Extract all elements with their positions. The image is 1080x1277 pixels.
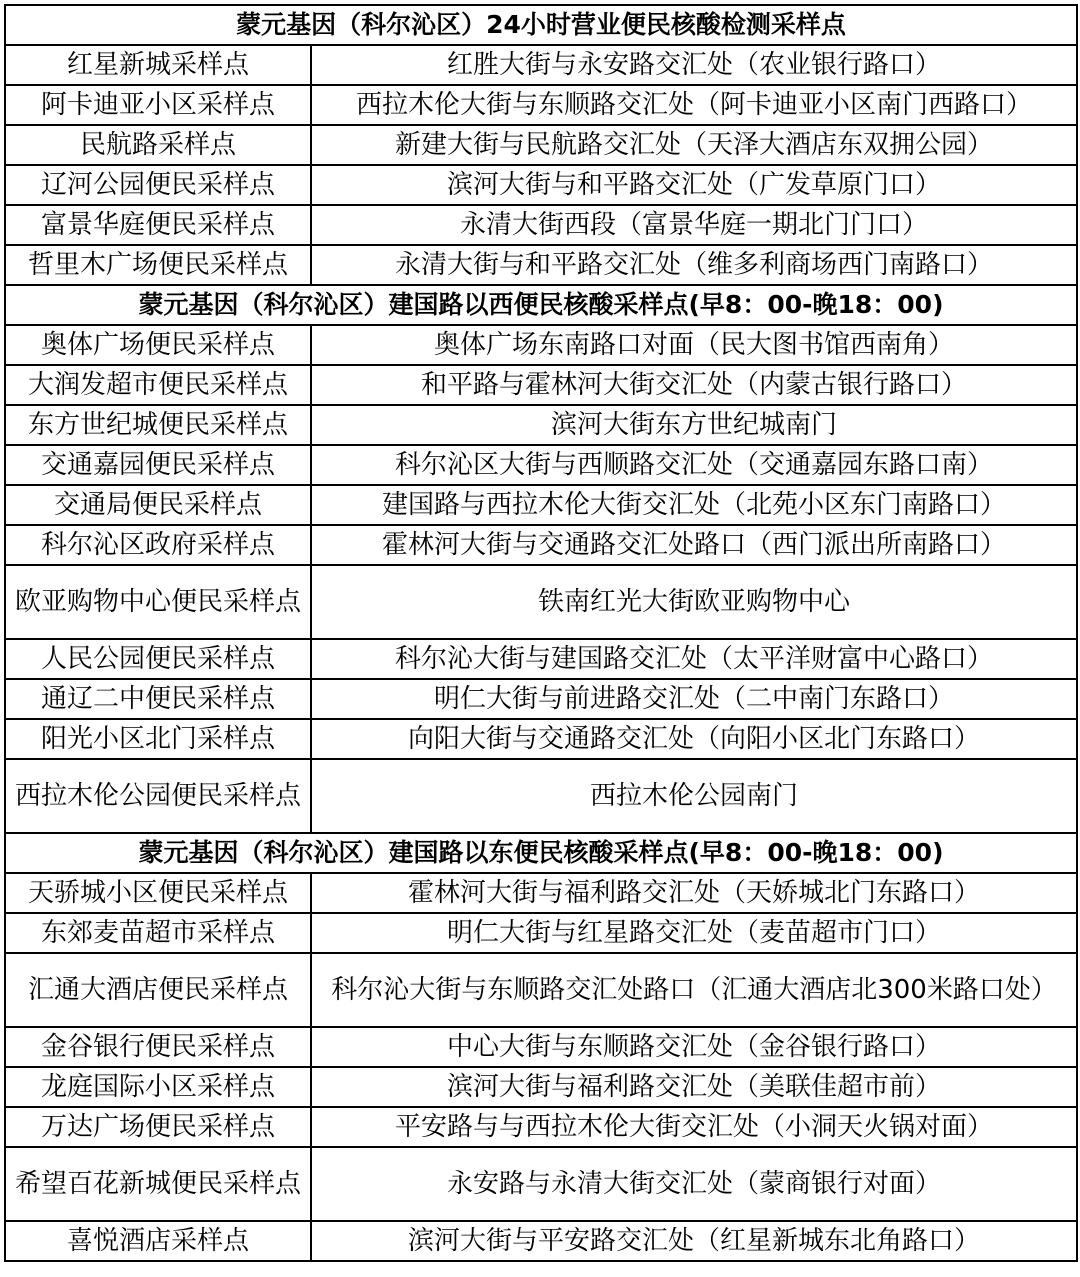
table-row bbox=[5, 125, 1077, 165]
sampling-point-name: 人民公园便民采样点 bbox=[5, 639, 311, 679]
section-header-row bbox=[5, 833, 1077, 873]
sampling-point-address: 滨河大街与平安路交汇处（红星新城东北角路口） bbox=[311, 1221, 1077, 1261]
sampling-point-address: 滨河大街与和平路交汇处（广发草原门口） bbox=[311, 165, 1077, 205]
sampling-point-name: 金谷银行便民采样点 bbox=[5, 1027, 311, 1067]
sampling-point-address: 建国路与西拉木伦大街交汇处（北苑小区东门南路口） bbox=[311, 485, 1077, 525]
section-header: 蒙元基因（科尔沁区）建国路以东便民核酸采样点(早8：00-晚18：00) bbox=[5, 833, 1077, 873]
table-body bbox=[5, 5, 1077, 1261]
sampling-point-address: 明仁大街与红星路交汇处（麦苗超市门口） bbox=[311, 913, 1077, 953]
sampling-point-address: 滨河大街东方世纪城南门 bbox=[311, 405, 1077, 445]
table-row bbox=[5, 245, 1077, 285]
sampling-point-name: 民航路采样点 bbox=[5, 125, 311, 165]
sampling-point-name: 天骄城小区便民采样点 bbox=[5, 873, 311, 913]
table-row bbox=[5, 485, 1077, 525]
table-row bbox=[5, 365, 1077, 405]
table-row bbox=[5, 325, 1077, 365]
sampling-points-table bbox=[4, 4, 1078, 1262]
table-row bbox=[5, 525, 1077, 565]
sampling-point-name: 奥体广场便民采样点 bbox=[5, 325, 311, 365]
sampling-point-address: 向阳大街与交通路交汇处（向阳小区北门东路口） bbox=[311, 719, 1077, 759]
table-row bbox=[5, 873, 1077, 913]
table-row bbox=[5, 1147, 1077, 1221]
sampling-point-address: 西拉木伦公园南门 bbox=[311, 759, 1077, 833]
sampling-point-address: 科尔沁区大街与西顺路交汇处（交通嘉园东路口南） bbox=[311, 445, 1077, 485]
table-row bbox=[5, 679, 1077, 719]
sampling-point-name: 汇通大酒店便民采样点 bbox=[5, 953, 311, 1027]
sampling-point-name: 东郊麦苗超市采样点 bbox=[5, 913, 311, 953]
sampling-point-address: 和平路与霍林河大街交汇处（内蒙古银行路口） bbox=[311, 365, 1077, 405]
sampling-point-address: 中心大街与东顺路交汇处（金谷银行路口） bbox=[311, 1027, 1077, 1067]
sampling-point-name: 欧亚购物中心便民采样点 bbox=[5, 565, 311, 639]
sampling-point-address: 红胜大街与永安路交汇处（农业银行路口） bbox=[311, 45, 1077, 85]
sampling-point-address: 霍林河大街与福利路交汇处（天娇城北门东路口） bbox=[311, 873, 1077, 913]
sampling-point-name: 大润发超市便民采样点 bbox=[5, 365, 311, 405]
sampling-point-address: 永清大街与和平路交汇处（维多利商场西门南路口） bbox=[311, 245, 1077, 285]
sampling-point-address: 科尔沁大街与东顺路交汇处路口（汇通大酒店北300米路口处） bbox=[311, 953, 1077, 1027]
table-row bbox=[5, 1221, 1077, 1261]
sampling-point-address: 平安路与与西拉木伦大街交汇处（小洞天火锅对面） bbox=[311, 1107, 1077, 1147]
section-header-row bbox=[5, 5, 1077, 45]
section-header: 蒙元基因（科尔沁区）建国路以西便民核酸采样点(早8：00-晚18：00) bbox=[5, 285, 1077, 325]
sampling-point-address: 新建大街与民航路交汇处（天泽大酒店东双拥公园） bbox=[311, 125, 1077, 165]
sampling-point-name: 科尔沁区政府采样点 bbox=[5, 525, 311, 565]
table-row bbox=[5, 1027, 1077, 1067]
table-row bbox=[5, 759, 1077, 833]
table-row bbox=[5, 1067, 1077, 1107]
sampling-point-name: 希望百花新城便民采样点 bbox=[5, 1147, 311, 1221]
table-row bbox=[5, 565, 1077, 639]
table-row bbox=[5, 445, 1077, 485]
section-header-row bbox=[5, 285, 1077, 325]
table-row bbox=[5, 205, 1077, 245]
table-row bbox=[5, 953, 1077, 1027]
sampling-point-name: 哲里木广场便民采样点 bbox=[5, 245, 311, 285]
sampling-point-name: 交通局便民采样点 bbox=[5, 485, 311, 525]
table-row bbox=[5, 405, 1077, 445]
sampling-point-name: 喜悦酒店采样点 bbox=[5, 1221, 311, 1261]
sampling-point-address: 明仁大街与前进路交汇处（二中南门东路口） bbox=[311, 679, 1077, 719]
sampling-point-name: 通辽二中便民采样点 bbox=[5, 679, 311, 719]
sampling-point-name: 红星新城采样点 bbox=[5, 45, 311, 85]
sampling-point-name: 交通嘉园便民采样点 bbox=[5, 445, 311, 485]
sampling-point-address: 滨河大街与福利路交汇处（美联佳超市前） bbox=[311, 1067, 1077, 1107]
sampling-point-name: 西拉木伦公园便民采样点 bbox=[5, 759, 311, 833]
sampling-point-name: 东方世纪城便民采样点 bbox=[5, 405, 311, 445]
table-row bbox=[5, 85, 1077, 125]
table-row bbox=[5, 1107, 1077, 1147]
sampling-point-name: 阳光小区北门采样点 bbox=[5, 719, 311, 759]
sampling-point-address: 铁南红光大街欧亚购物中心 bbox=[311, 565, 1077, 639]
sampling-point-name: 万达广场便民采样点 bbox=[5, 1107, 311, 1147]
sampling-point-name: 富景华庭便民采样点 bbox=[5, 205, 311, 245]
sampling-point-address: 科尔沁大街与建国路交汇处（太平洋财富中心路口） bbox=[311, 639, 1077, 679]
sampling-point-address: 西拉木伦大街与东顺路交汇处（阿卡迪亚小区南门西路口） bbox=[311, 85, 1077, 125]
table-row bbox=[5, 719, 1077, 759]
table-row bbox=[5, 639, 1077, 679]
sampling-point-address: 永清大街西段（富景华庭一期北门门口） bbox=[311, 205, 1077, 245]
sampling-point-name: 阿卡迪亚小区采样点 bbox=[5, 85, 311, 125]
section-header: 蒙元基因（科尔沁区）24小时营业便民核酸检测采样点 bbox=[5, 5, 1077, 45]
table-row bbox=[5, 913, 1077, 953]
sampling-point-name: 辽河公园便民采样点 bbox=[5, 165, 311, 205]
sampling-point-address: 奥体广场东南路口对面（民大图书馆西南角） bbox=[311, 325, 1077, 365]
sampling-point-name: 龙庭国际小区采样点 bbox=[5, 1067, 311, 1107]
sampling-point-address: 永安路与永清大街交汇处（蒙商银行对面） bbox=[311, 1147, 1077, 1221]
table-row bbox=[5, 45, 1077, 85]
table-row bbox=[5, 165, 1077, 205]
sampling-point-address: 霍林河大街与交通路交汇处路口（西门派出所南路口） bbox=[311, 525, 1077, 565]
